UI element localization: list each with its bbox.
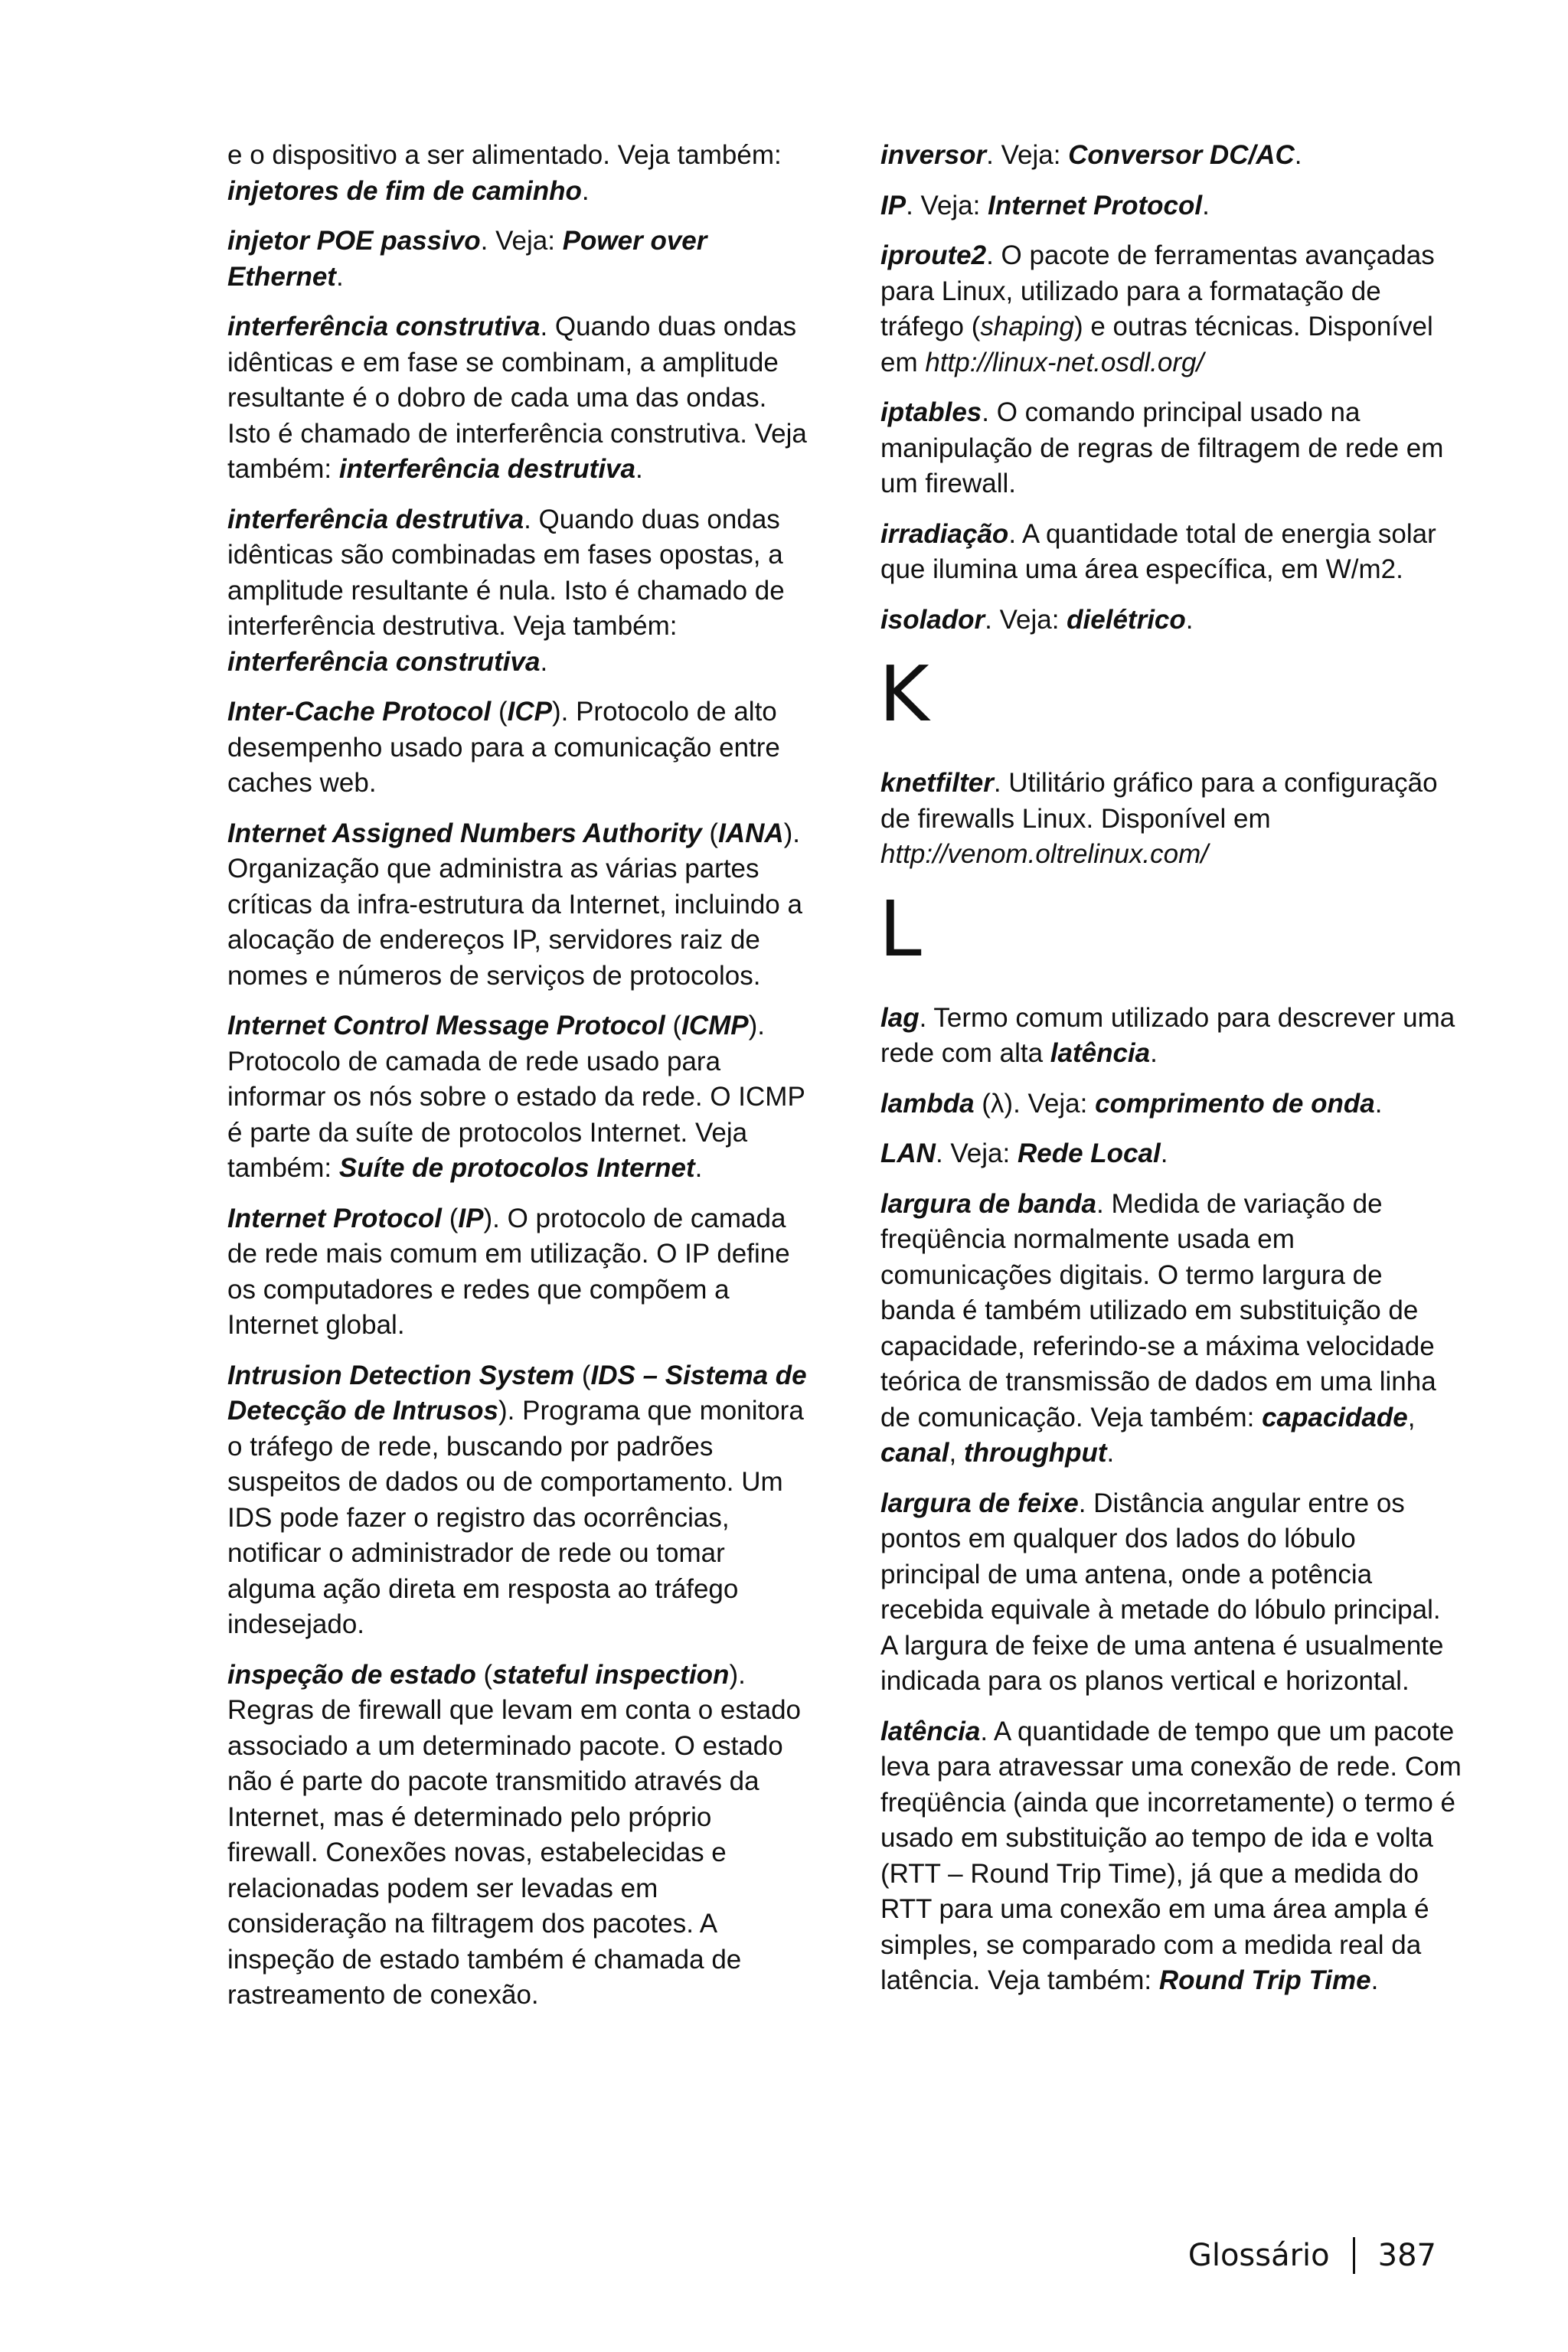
entry-text: e o dispositivo a ser alimentado. Veja também: [227,140,782,170]
entry-text: . [1370,1965,1379,1995]
entry-text: (λ). Veja: [974,1088,1096,1119]
glossary-entry [880,766,1462,873]
entry-text: , [949,1438,964,1468]
glossary-entry [880,603,1462,639]
entry-text: ( [491,697,508,727]
glossary-entry [880,188,1462,224]
entry-text: . [1106,1438,1115,1468]
page-footer [1188,2234,1436,2277]
glossary-entry [227,1658,809,2014]
glossary-term: IANA [718,818,784,848]
glossary-term: comprimento de onda [1095,1088,1375,1119]
entry-text: . [635,454,643,484]
entry-text: ( [574,1360,591,1390]
glossary-term: iproute2 [880,240,987,270]
glossary-term: interferência destrutiva [227,504,524,534]
glossary-term: injetor POE passivo [227,226,481,256]
glossary-term: Conversor DC/AC [1068,140,1295,170]
glossary-term: IP [458,1203,484,1233]
glossary-entry [880,517,1462,588]
glossary-term: Internet Control Message Protocol [227,1011,665,1040]
entry-text: . Quando duas ondas idênticas e em fase se combinam, a amplitude resultante é o dobro de cada uma das ondas. Isto é chamado de interferência construtiva. Veja também: [227,312,807,484]
glossary-term: Internet Protocol [227,1203,443,1233]
glossary-term: inspeção de estado [227,1659,476,1690]
footer-section-title: Glossário [1187,2238,1330,2273]
glossary-term: stateful inspection [492,1659,730,1690]
glossary-term: Inter-Cache Protocol [227,697,492,727]
glossary-term: largura de feixe [880,1488,1079,1518]
entry-text: . [1202,190,1210,220]
glossary-entry [880,1714,1462,1999]
entry-text: . [1294,140,1302,170]
entry-text: . A quantidade de tempo que um pacote leva para atravessar uma conexão de rede. Com freqüência (ainda que incorretamente) o termo é usado em substituição ao tempo de ida e volta (RTT – Round Trip Time), já que a medida do RTT para uma conexão em uma área ampla é simples, se comparado com a medida real da latência. Veja também: [880,1716,1462,1995]
glossary-term: Rede Local [1017,1138,1161,1168]
entry-text: . O comando principal usado na manipulação de regras de filtragem de rede em um firewall. [880,397,1444,498]
entry-text: ). Protocolo de alto desempenho usado para a comunicação entre caches web. [227,697,780,798]
glossary-term: iptables [880,397,982,427]
glossary-term: IDS – Sistema de Detecção de Intrusos [227,1360,807,1426]
glossary-term: Intrusion Detection System [227,1360,575,1390]
italic-text: shaping [980,312,1074,341]
entry-text: . [694,1153,703,1183]
glossary-entry [880,1086,1462,1122]
glossary-term: largura de banda [880,1188,1097,1219]
glossary-right-column [880,138,1462,2014]
entry-text: . O pacote de ferramentas avançadas para Linux, utilizado para a formatação de tráfego ( [880,240,1435,341]
glossary-term: inversor [880,140,987,170]
glossary-term: interferência construtiva [227,646,541,677]
page-number: 387 [1377,2238,1436,2273]
glossary-entry [227,1201,809,1344]
entry-text: . Veja: [935,1138,1018,1168]
glossary-entry [880,1486,1462,1700]
entry-text: ). Regras de firewall que levam em conta o estado associado a um determinado pacote. O estado não é parte do pacote transmitido através da Internet, mas é determinado pelo próprio firewall. Conexões novas, estabelecidas e relacionadas podem ser levadas em consideração na filtragem dos pacotes. A inspeção de estado também é chamada de rastreamento de conexão. [227,1659,802,2010]
glossary-entry [880,238,1462,381]
glossary-entry [227,502,809,681]
entry-text: ( [665,1011,682,1040]
glossary-term: knetfilter [880,768,994,798]
glossary-term: ICP [507,697,552,727]
italic-text: http://linux-net.osdl.org/ [925,347,1204,377]
entry-text: . Quando duas ondas idênticas são combinadas em fases opostas, a amplitude resultante é nula. Isto é chamado de interferência destrutiva. Veja também: [227,504,785,641]
glossary-term: canal [880,1438,949,1468]
footer-separator [1353,2237,1355,2274]
glossary-term: throughput [963,1438,1107,1468]
entry-text: . Utilitário gráfico para a configuração de firewalls Linux. Disponível em [880,768,1438,834]
entry-text: . [540,646,548,677]
entry-text: . A quantidade total de energia solar que ilumina uma área específica, em W/m2. [880,518,1436,584]
entry-text: . [1160,1138,1168,1168]
entry-text: ). O protocolo de camada de rede mais comum em utilização. O IP define os computadores e redes que compõem a Internet global. [227,1203,790,1340]
entry-text: ( [701,818,719,848]
section-letter-heading: L [879,884,922,974]
glossary-term: capacidade [1262,1402,1408,1432]
section-letter-heading: K [879,649,929,739]
entry-text: ). Programa que monitora o tráfego de rede, buscando por padrões suspeitos de dados ou de comportamento. Um IDS pode fazer o registro das ocorrências, notificar o administrador de rede ou tomar alguma ação direta em resposta ao tráfego indesejado. [227,1396,804,1639]
glossary-entry [227,816,809,995]
entry-text: . [581,175,590,206]
entry-text: ( [475,1659,493,1690]
entry-text: . Veja: [480,226,563,256]
glossary-term: latência [1050,1038,1151,1068]
glossary-entry [880,1001,1462,1072]
entry-text: . Veja: [906,190,988,220]
glossary-left-column [227,138,809,2028]
glossary-term: Round Trip Time [1158,1965,1371,1995]
glossary-term: Internet Assigned Numbers Authority [227,818,702,848]
entry-text: . Veja: [985,604,1067,635]
glossary-entry [880,1187,1462,1472]
glossary-entry [227,694,809,802]
glossary-term: lambda [880,1088,975,1119]
glossary-term: Power over Ethernet [227,226,707,292]
glossary-term: IP [880,190,906,220]
entry-text: . [335,261,344,292]
entry-text: . Termo comum utilizado para descrever uma rede com alta [880,1002,1455,1068]
glossary-entry [880,1136,1462,1172]
entry-text: . Veja: [986,140,1069,170]
glossary-term: latência [880,1716,981,1746]
entry-text: . Distância angular entre os pontos em qualquer dos lados do lóbulo principal de uma antena, onde a potência recebida equivale à metade do lóbulo principal. A largura de feixe de uma antena é usualmente indicada para os planos vertical e horizontal. [880,1488,1444,1696]
glossary-entry [227,1358,809,1643]
glossary-term: Internet Protocol [988,190,1203,220]
entry-text: ) e outras técnicas. Disponível em [880,312,1433,377]
entry-text: , [1407,1402,1416,1432]
glossary-term: LAN [880,1138,936,1168]
entry-text: ). Organização que administra as várias partes críticas da infra-estrutura da Internet, incluindo a alocação de endereços IP, servidores raiz de nomes e números de serviços de protocolos. [227,818,802,991]
entry-text: . [1374,1088,1383,1119]
glossary-entry [227,1008,809,1187]
entry-text: . [1185,604,1194,635]
glossary-term: injetores de fim de caminho [227,175,582,206]
glossary-term: interferência construtiva [227,312,541,341]
glossary-entry [880,138,1462,174]
glossary-entry [227,309,809,488]
glossary-term: isolador [880,604,985,635]
glossary-entry [227,138,809,209]
glossary-entry [227,224,809,295]
glossary-entry [880,395,1462,502]
glossary-term: ICMP [681,1011,749,1040]
glossary-term: irradiação [880,518,1009,549]
glossary-term: interferência destrutiva [338,454,635,484]
entry-text: . [1150,1038,1158,1068]
glossary-term: lag [880,1002,920,1033]
entry-text: ( [442,1203,459,1233]
entry-text: . Medida de variação de freqüência normalmente usada em comunicações digitais. O termo largura de banda é também utilizado em substituição de capacidade, referindo-se a máxima velocidade teórica de transmissão de dados em uma linha de comunicação. Veja também: [880,1188,1436,1432]
glossary-term: Suíte de protocolos Internet [338,1153,695,1183]
glossary-term: dielétrico [1067,604,1186,635]
italic-text: http://venom.oltrelinux.com/ [880,839,1208,869]
entry-text: ). Protocolo de camada de rede usado para informar os nós sobre o estado da rede. O ICMP é parte da suíte de protocolos Internet. Veja também: [227,1011,805,1183]
